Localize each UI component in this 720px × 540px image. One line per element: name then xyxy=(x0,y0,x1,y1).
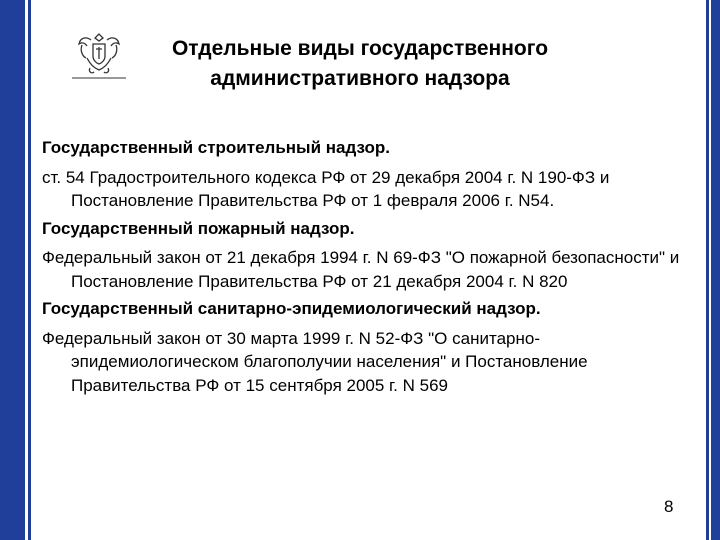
page-number: 8 xyxy=(664,497,674,516)
coat-of-arms-icon xyxy=(68,28,130,82)
section-text: Федеральный закон от 30 марта 1999 г. N 52-ФЗ "О санитарно-эпидемиологическом благополучии населения" и Постановление Правительства РФ от 15 сентября 2005 г. N 569 xyxy=(42,328,588,395)
left-decorative-bar xyxy=(0,0,31,540)
right-bar-stripe xyxy=(709,0,711,540)
section-heading: Государственный строительный надзор. xyxy=(42,138,390,157)
section-heading: Государственный санитарно-эпидемиологический надзор. xyxy=(42,299,541,318)
left-bar-stripe xyxy=(25,0,28,540)
section-text: ст. 54 Градостроительного кодекса РФ от 29 декабря 2004 г. N 190-ФЗ и Постановление Правительства РФ от 1 февраля 2006 г. N54. xyxy=(42,167,610,210)
slide-title: Отдельные виды государственного административного надзора xyxy=(171,37,549,90)
section-text: Федеральный закон от 21 декабря 1994 г. N 69-ФЗ "О пожарной безопасности" и Постановление Правительства РФ от 21 декабря 2004 г. N 820 xyxy=(42,248,680,291)
right-decorative-bar xyxy=(706,0,720,540)
slide-content xyxy=(42,136,702,401)
section-heading: Государственный пожарный надзор. xyxy=(42,218,355,238)
